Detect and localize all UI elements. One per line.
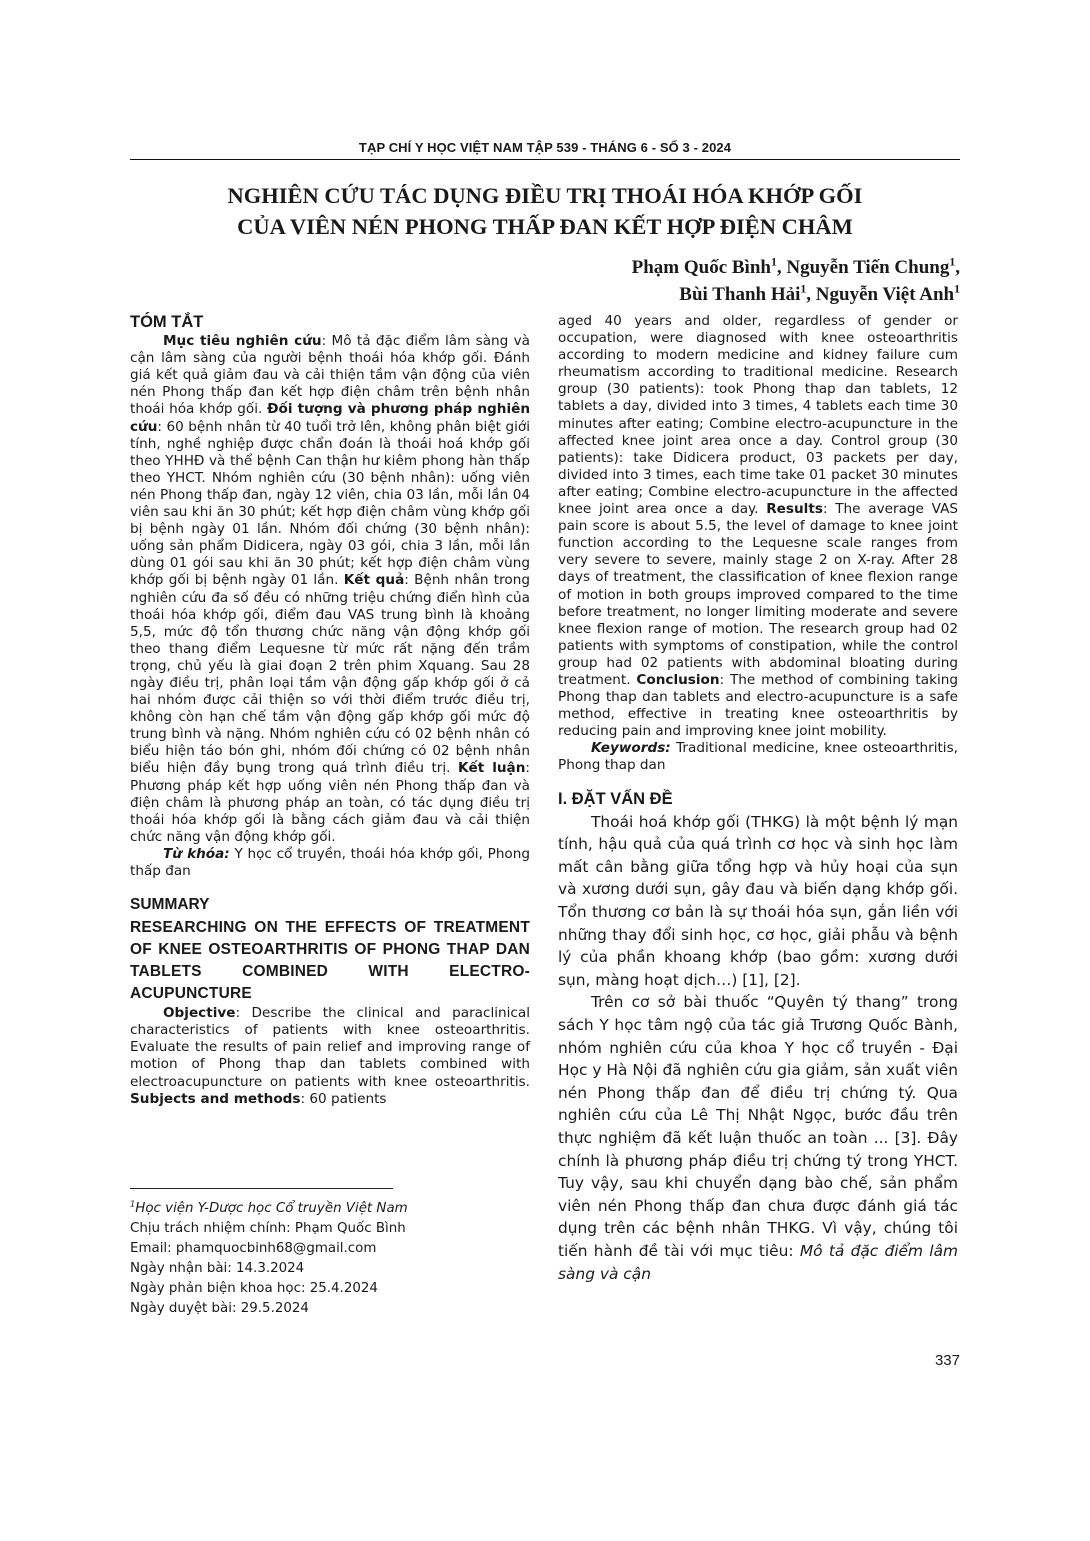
methods-text-en: : 60 patients [300,1090,387,1107]
abstract-heading: TÓM TẮT [130,313,204,331]
summary-text [130,1005,530,1108]
affiliation-text: Học viện Y-Dược học Cổ truyền Việt Nam [135,1201,408,1216]
abstract-vi-text [130,333,530,846]
summary-heading: SUMMARY [130,896,210,914]
title-line-1: NGHIÊN CỨU TÁC DỤNG ĐIỀU TRỊ THOÁI HÓA KHỚP GỐI [227,183,863,208]
conclusion-text: : Phương pháp kết hợp uống viên nén Phong thấp đan và điện châm là phương pháp an toàn, có tác dụng điều trị thoái hóa khớp gối là bằng cách giảm đau và cải thiện chức năng vận động khớp gối. [130,760,530,845]
objective-label-en: Objective [163,1005,236,1022]
affiliation-mark: 1 [954,282,960,296]
results-label-en: Results [766,501,823,518]
keywords-label: Từ khóa: [163,845,230,862]
methods-text-en-cont: aged 40 years and older, regardless of gender or occupation, were diagnosed with knee osteoarthritis according to modern medicine and kidney failure cum rheumatism according to traditional medicine. Research group (30 patients): took Phong thap dan tablets, 12 tablets a day, divided into 3 times, 4 tablets each time 30 minutes after eating; Combine electro-acupuncture in the affected knee joint area once a day. Control group (30 patients): take Didicera product, 03 packets per day, divided into 3 times, each time take 01 packet 30 minutes after eating; Combine electro-acupuncture in the affected knee joint area once a day. [558,313,958,518]
affiliation-mark: 1 [949,255,956,269]
author-name: Nguyễn Tiến Chung [786,257,950,278]
section-heading: I. ĐẶT VẤN ĐỀ [558,789,673,808]
paragraph [558,991,958,1285]
affiliation-mark: 1 [130,1198,136,1209]
header-rule [130,159,960,160]
results-label: Kết quả [343,572,405,589]
authors-line-1: Phạm Quốc Bình$^1$, Nguyễn Tiến Chung$^1$, [631,255,960,278]
date-received: Ngày nhận bài: 14.3.2024 [130,1261,305,1276]
contact-email: Email: phamquocbinh68@gmail.com [130,1241,377,1256]
author-name: Phạm Quốc Bình [631,257,771,278]
left-column [130,314,530,1108]
paragraph-text: Trên cơ sở bài thuốc “Quyên tý thang” trong sách Y học tâm ngộ của tác giả Trương Quốc Bành, nhóm nghiên cứu của khoa Y học cổ truyền - Đại Học y Hà Nội đã nghiên cứu gia giảm, sản xuất viên nén Phong thấp đan để điều trị chứng tý. Qua nghiên cứu của Lê Thị Nhật Ngọc, bước đầu trên thực nghiệm đã kết luận thuốc an toàn ... [3]. Đây chính là phương pháp điều trị chứng tý trong YHCT. Tuy vậy, sau khi chuyển dạng bào chế, sản phẩm viên nén Phong thấp đan chưa được đánh giá tác dụng trên các bệnh nhân THKG. Vì vậy, chúng tôi tiến hành đề tài với mục tiêu: [558,993,958,1260]
right-column [558,313,958,1285]
paragraph-italic: Mô tả đặc điểm lâm sàng và cận [558,1241,958,1283]
footnote-rule [130,1188,393,1189]
keywords-text: Y học cổ truyền, thoái hóa khớp gối, Phong thấp đan [130,845,530,879]
objective-text-en: : Describe the clinical and paraclinical characteristics of patients with knee osteoarthritis. Evaluate the results of pain relief and improving range of motion of Phong thap dan tablets combined with electroacupuncture on patients with knee osteoarthritis. [130,1005,530,1090]
keywords-text-en: Traditional medicine, knee osteoarthritis, Phong thap dan [558,740,958,774]
methods-text: : 60 bệnh nhân từ 40 tuổi trở lên, không phân biệt giới tính, nghề nghiệp được chẩn đoán là thoái hoá khớp gối theo YHHĐ và thể bệnh Can thận hư kiêm phong hàn thấp theo YHCT. Nhóm nghiên cứu (30 bệnh nhân): uống viên nén Phong thấp đan, ngày 12 viên, chia 03 lần, mỗi lần 04 viên sau khi ăn 30 phút; kết hợp điện châm vùng khớp gối bị bệnh ngày 01 lần. Nhóm đối chứng (30 bệnh nhân): uống sản phẩm Didicera, ngày 03 gói, chia 3 lần, mỗi lần dùng 01 gói sau khi ăn 30 phút; kết hợp điện châm vùng khớp gối bị bệnh ngày 01 lần. [130,418,530,589]
results-text-en: : The average VAS pain score is about 5.5, the level of damage to knee joint function according to the Lequesne scale ranges from very severe to severe, mainly stage 2 on X-ray. After 28 days of treatment, the classification of knee flexion range of motion in both groups improved compared to the time before treatment, no longer limiting moderate and severe knee flexion range of motion. The research group had 02 patients with symptoms of constipation, while the control group had 02 patients with abdominal bloating during treatment. [558,501,958,688]
date-accepted: Ngày duyệt bài: 29.5.2024 [130,1301,309,1316]
affiliation-note [130,1199,530,1219]
section-body [558,811,958,1285]
keywords-vi [130,846,530,880]
journal-header: TẠP CHÍ Y HỌC VIỆT NAM TẬP 539 - THÁNG 6 - SỐ 3 - 2024 [358,140,732,155]
conclusion-text-en: : The method of combining taking Phong thap dan tablets and electro-acupuncture is a safe method, effective in treating knee osteoarthritis by reducing pain and improving knee joint mobility. [558,671,958,740]
objective-label: Mục tiêu nghiên cứu [163,333,322,350]
keywords-label-en: Keywords: [591,740,671,757]
article-title [130,180,960,242]
footnotes [130,1199,530,1319]
title-line-2: CỦA VIÊN NÉN PHONG THẤP ĐAN KẾT HỢP ĐIỆN CHÂM [237,214,853,239]
authors-line-2: Bùi Thanh Hải$^1$, Nguyễn Việt Anh$^1$ [679,282,960,305]
paragraph: Thoái hoá khớp gối (THKG) là một bệnh lý mạn tính, hậu quả của quá trình cơ học và sinh học làm mất cân bằng giữa tổng hợp và hủy hoại của sụn và xương dưới sụn, gây đau và biến dạng khớp gối. Tổn thương cơ bản là sự thoái hóa sụn, gắn liền với những thay đổi sinh học, cơ học, giải phẫu và bệnh lý của phần khoang khớp (bao gồm: xương dưới sụn, màng hoạt dịch…) [1], [2]. [558,812,958,989]
objective-text: : Mô tả đặc điểm lâm sàng và cận lâm sàng của người bệnh thoái hóa khớp gối. Đánh giá kết quả giảm đau và cải thiện tầm vận động của viên nén Phong thấp đan kết hợp điện châm trên bệnh nhân thoái hóa khớp gối. [130,333,530,418]
methods-label: Đối tượng và phương pháp nghiên cứu [130,401,530,435]
methods-label-en: Subjects and methods [130,1090,301,1107]
affiliation-mark: 1 [800,282,807,296]
conclusion-label: Kết luận [458,760,526,777]
summary-text-continued [558,313,958,740]
affiliation-mark: 1 [770,255,777,269]
conclusion-label-en: Conclusion [636,671,720,688]
author-name: Bùi Thanh Hải [679,284,801,305]
keywords-en [558,740,958,774]
responsible-author: Chịu trách nhiệm chính: Phạm Quốc Bình [130,1221,406,1236]
date-reviewed: Ngày phản biện khoa học: 25.4.2024 [130,1281,378,1296]
page-number: 337 [934,1352,960,1369]
author-name: Nguyễn Việt Anh [815,284,955,305]
summary-title: RESEARCHING ON THE EFFECTS OF TREATMENT OF KNEE OSTEOARTHRITIS OF PHONG THAP DAN TABLETS COMBINED WITH ELECTRO-ACUPUNCTURE [130,919,530,1003]
results-text: : Bệnh nhân trong nghiên cứu đa số đều có những triệu chứng điển hình của thoái hóa khớp gối, điểm đau VAS trung bình là khoảng 5,5, mức độ tổn thương chức năng vận động khớp gối theo thang điểm Lequesne từ mức rất nặng đến trầm trọng, chủ yếu là giai đoạn 2 trên phim Xquang. Sau 28 ngày điều trị, phân loại tầm vận động gấp khớp gối ở cả hai nhóm được cải thiện so với thời điểm trước điều trị, không còn hạn chế tầm vận động gấp khớp gối mức độ trung bình và nặng. Nhóm nghiên cứu có 02 bệnh nhân có biểu hiện táo bón ghi, nhóm đối chứng có 02 bệnh nhân biểu hiện đầy bụng trong quá trình điều trị. [130,572,530,777]
author-list [500,254,960,308]
